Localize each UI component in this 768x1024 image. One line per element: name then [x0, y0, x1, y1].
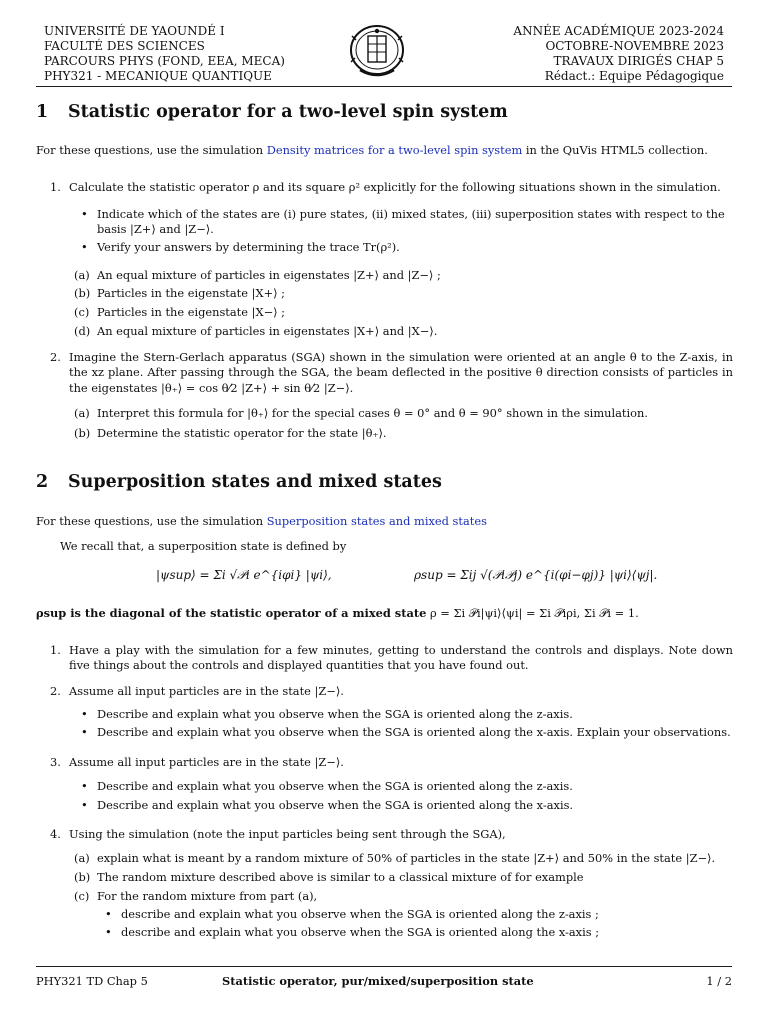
section-2-intro: [36, 514, 736, 529]
item-text: An equal mixture of particles in eigenstates |Z+⟩ and |Z−⟩ ;: [97, 268, 441, 282]
question-text: Calculate the statistic operator ρ and its square ρ² explicitly for the following situations shown in the simulation.: [69, 180, 721, 194]
intro-text: For these questions, use the simulation: [36, 514, 267, 528]
superposition-state-equation: |ψsup⟩ = Σi √𝒫i e^{iφi} |ψi⟩,: [156, 568, 332, 582]
intro-text: in the QuVis HTML5 collection.: [522, 143, 708, 157]
item-label: (c): [74, 889, 90, 903]
item-label: (b): [74, 870, 91, 884]
header-right-line: TRAVAUX DIRIGÉS CHAP 5: [553, 54, 724, 68]
item-text: Particles in the eigenstate |X−⟩ ;: [97, 305, 286, 319]
header-left-line: PHY321 - MECANIQUE QUANTIQUE: [44, 69, 272, 83]
bullet-text: describe and explain what you observe when the SGA is oriented along the x-axis ;: [121, 925, 600, 939]
header-left-line: UNIVERSITÉ DE YAOUNDÉ I: [44, 24, 225, 38]
statement-tail: ρ = Σi 𝒫i|ψi⟩⟨ψi| = Σi 𝒫iρi, Σi 𝒫i = 1.: [426, 606, 639, 620]
item-label: (b): [74, 426, 91, 440]
simulation-link[interactable]: Density matrices for a two-level spin system: [266, 143, 523, 157]
bullet-marker: •: [105, 907, 112, 921]
bullet-text: describe and explain what you observe when the SGA is oriented along the z-axis ;: [121, 907, 599, 921]
section-title-text: Statistic operator for a two-level spin system: [68, 102, 508, 122]
question-number: 1.: [50, 180, 61, 194]
bold-statement: ρsup is the diagonal of the statistic operator of a mixed state: [36, 606, 427, 620]
question-number: 1.: [50, 643, 61, 657]
footer-center: Statistic operator, pur/mixed/superposition state: [222, 974, 534, 988]
superposition-density-equation: ρsup = Σij √(𝒫i𝒫j) e^{i(φi−φj)} |ψi⟩⟨ψj|.: [414, 568, 658, 582]
item-text: explain what is meant by a random mixture of 50% of particles in the state |Z+⟩ and 50% in the state |Z−⟩.: [97, 851, 716, 865]
bullet-marker: •: [105, 925, 112, 939]
item-label: (a): [74, 268, 90, 282]
question-text: Using the simulation (note the input particles being sent through the SGA),: [69, 827, 506, 841]
section-1-title: [36, 101, 508, 125]
bullet-text: Describe and explain what you observe when the SGA is oriented along the x-axis.: [97, 798, 574, 812]
item-label: (d): [74, 324, 91, 338]
header-left-line: FACULTÉ DES SCIENCES: [44, 39, 205, 53]
bullet-text: Describe and explain what you observe when the SGA is oriented along the x-axis. Explain your observations.: [97, 725, 731, 739]
section-1-intro: [36, 143, 736, 158]
item-text: For the random mixture from part (a),: [97, 889, 318, 903]
bullet-marker: •: [81, 725, 88, 739]
header-left-line: PARCOURS PHYS (FOND, EEA, MECA): [44, 54, 285, 68]
bullet-marker: •: [81, 779, 88, 793]
section-2-title: [36, 471, 442, 495]
bullet-marker: •: [81, 207, 88, 221]
section-number: 1: [36, 102, 49, 122]
header-right: [513, 24, 724, 84]
question-text: Imagine the Stern-Gerlach apparatus (SGA) shown in the simulation were oriented at an angle θ to the Z-axis, in the xz plane. After passing through the SGA, the beam deflected in the positive θ direction consists of particles in the eigenstates |θ₊⟩ = cos θ⁄2 |Z+⟩ + sin θ⁄2 |Z−⟩.: [69, 350, 733, 395]
question-text: Assume all input particles are in the state |Z−⟩.: [69, 684, 344, 698]
item-text: Determine the statistic operator for the state |θ₊⟩.: [97, 426, 387, 440]
item-text: The random mixture described above is similar to a classical mixture of for example: [97, 870, 584, 884]
question-number: 2.: [50, 350, 61, 364]
university-seal-icon: [346, 22, 408, 80]
item-text: Particles in the eigenstate |X+⟩ ;: [97, 286, 286, 300]
bullet-marker: •: [81, 240, 88, 254]
header-right-line: OCTOBRE-NOVEMBRE 2023: [545, 39, 724, 53]
item-text: An equal mixture of particles in eigenstates |X+⟩ and |X−⟩.: [97, 324, 438, 338]
intro-text: For these questions, use the simulation: [36, 143, 267, 157]
header-right-line: Rédact.: Equipe Pédagogique: [544, 69, 724, 83]
bullet-marker: •: [81, 798, 88, 812]
mixed-state-statement: [36, 606, 736, 621]
bullet-text: Indicate which of the states are (i) pure states, (ii) mixed states, (iii) superposition states with respect to the basis |Z+⟩ and |Z−⟩.: [97, 207, 725, 237]
question-number: 2.: [50, 684, 61, 698]
section-title-text: Superposition states and mixed states: [68, 472, 442, 492]
header-rule: [36, 86, 732, 87]
question-number: 4.: [50, 827, 61, 841]
bullet-text: Describe and explain what you observe when the SGA is oriented along the z-axis.: [97, 779, 573, 793]
item-label: (a): [74, 406, 90, 420]
bullet-text: Describe and explain what you observe when the SGA is oriented along the z-axis.: [97, 707, 573, 721]
recall-text: We recall that, a superposition state is defined by: [60, 539, 347, 553]
header-left: [44, 24, 285, 84]
item-label: (b): [74, 286, 91, 300]
item-text: Interpret this formula for |θ₊⟩ for the special cases θ = 0° and θ = 90° shown in the simulation.: [97, 406, 648, 420]
item-label: (c): [74, 305, 90, 319]
footer-left: PHY321 TD Chap 5: [36, 974, 148, 988]
question-text: Assume all input particles are in the state |Z−⟩.: [69, 755, 344, 769]
bullet-text: Verify your answers by determining the trace Tr(ρ²).: [97, 240, 400, 254]
section-number: 2: [36, 472, 49, 492]
page-number: 1 / 2: [706, 974, 732, 988]
header-right-line: ANNÉE ACADÉMIQUE 2023-2024: [513, 24, 724, 38]
question-number: 3.: [50, 755, 61, 769]
question-text: Have a play with the simulation for a few minutes, getting to understand the controls and displays. Note down five things about the controls and displayed quantities that you have found out.: [69, 643, 733, 673]
item-label: (a): [74, 851, 90, 865]
bullet-marker: •: [81, 707, 88, 721]
footer-rule: [36, 966, 732, 967]
simulation-link[interactable]: Superposition states and mixed states: [266, 514, 487, 528]
